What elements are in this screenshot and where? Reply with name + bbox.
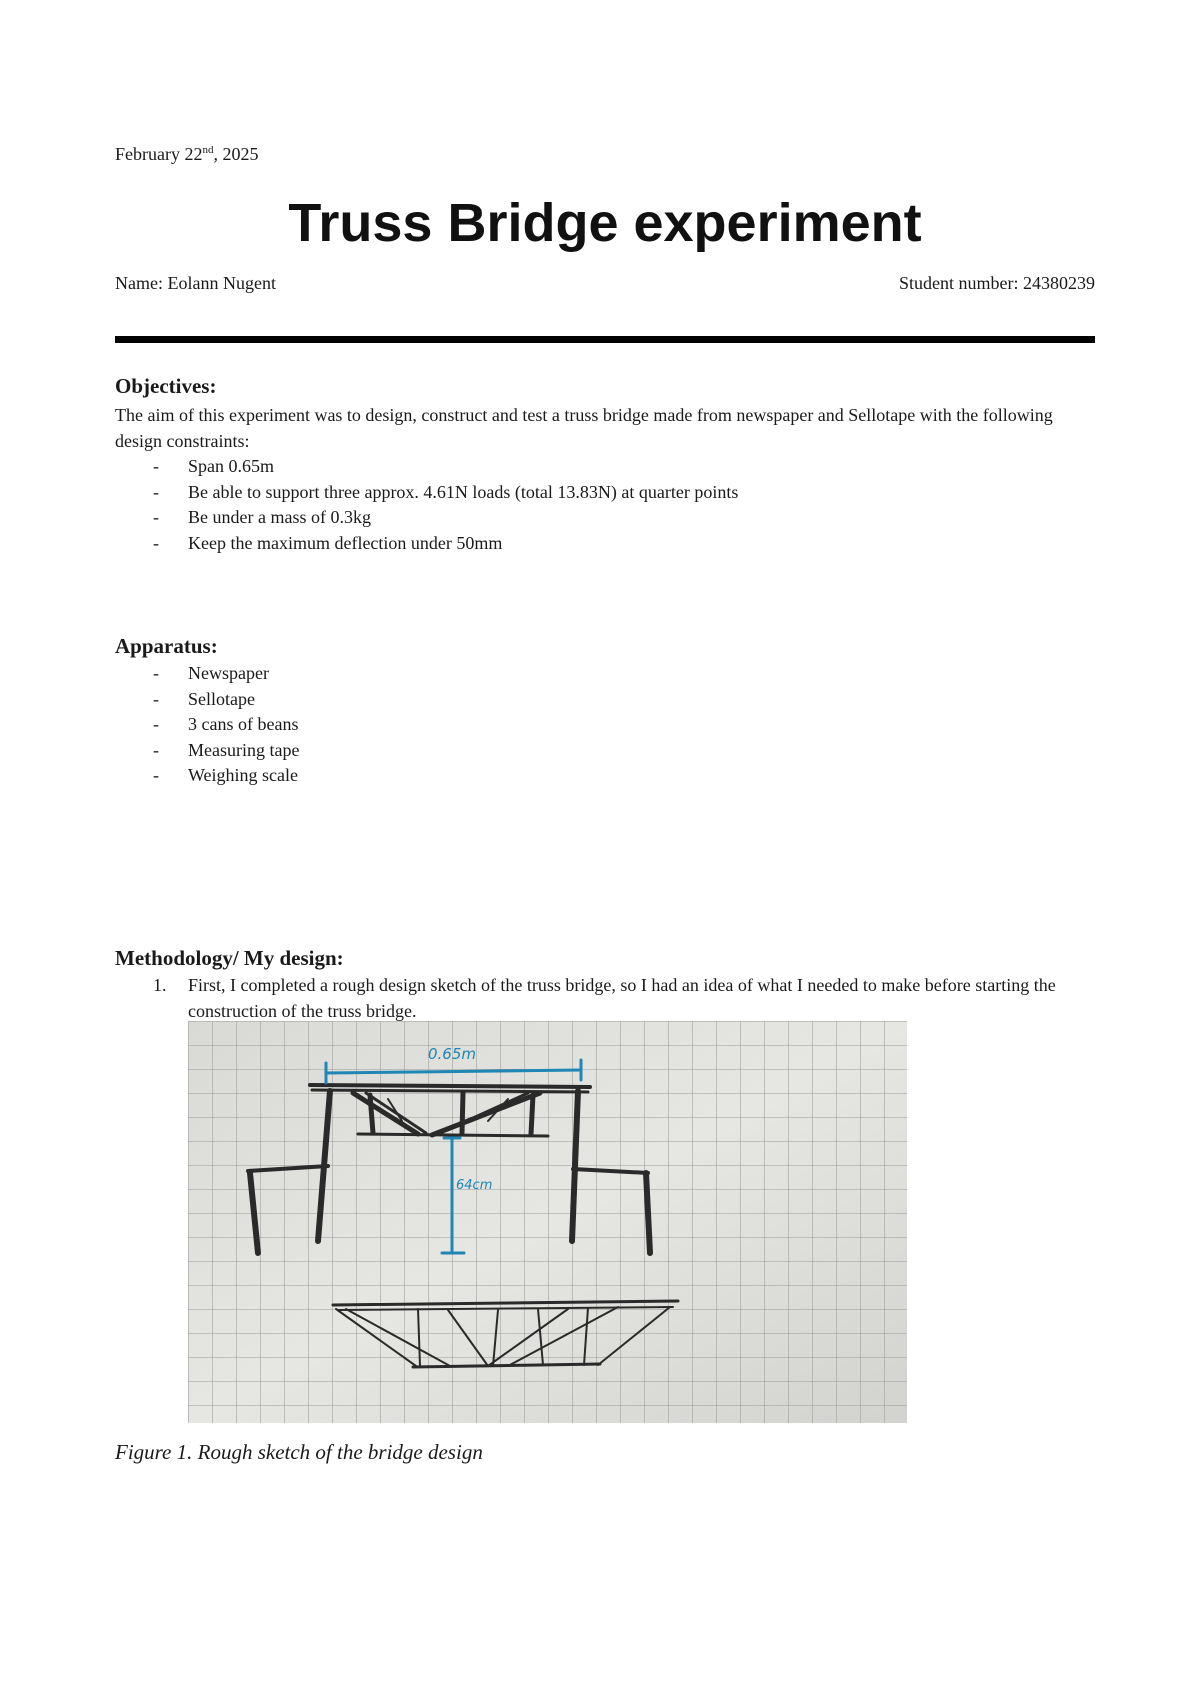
date [115, 144, 258, 165]
list-item-text: Sellotape [188, 688, 255, 709]
list-item [115, 454, 738, 480]
list-item [115, 712, 299, 738]
list-item [115, 738, 299, 764]
list-item-text: Measuring tape [188, 739, 300, 760]
list-item-text: Span 0.65m [188, 456, 275, 476]
list-item [115, 505, 738, 531]
bullet-dash: - [153, 739, 159, 760]
height-dimension-label: 64cm [456, 1178, 493, 1193]
bullet-dash: - [153, 507, 159, 527]
student-name: Name: Eolann Nugent [115, 273, 276, 293]
apparatus-heading: Apparatus: [115, 634, 218, 658]
list-item-text: Be able to support three approx. 4.61N loads (total 13.83N) at quarter points [188, 481, 739, 502]
header-divider [115, 336, 1095, 343]
list-item [115, 531, 738, 557]
list-item-text: Newspaper [188, 663, 269, 683]
bullet-dash: - [153, 714, 159, 734]
list-item-text: Be under a mass of 0.3kg [188, 507, 371, 527]
figure-caption: Figure 1. Rough sketch of the bridge design [115, 1440, 483, 1464]
methodology-heading: Methodology/ My design: [115, 946, 344, 970]
list-item-text: Weighing scale [188, 765, 299, 785]
date-main: February 22 [115, 144, 203, 164]
objectives-list [115, 454, 738, 556]
apparatus-list [115, 661, 299, 789]
student-number: Student number: 24380239 [899, 273, 1095, 293]
objectives-heading: Objectives: [115, 374, 217, 398]
date-year: , 2025 [213, 144, 259, 164]
bullet-dash: - [153, 765, 159, 785]
list-item [115, 973, 1075, 1024]
bridge-sketch-photo [188, 1021, 907, 1423]
methodology-steps [115, 973, 1075, 1024]
list-item [115, 763, 299, 789]
date-ordinal: nd [202, 144, 214, 156]
span-dimension-label: 0.65m [428, 1045, 477, 1063]
list-item-text: 3 cans of beans [188, 714, 299, 734]
list-item [115, 661, 299, 687]
list-item-text: Keep the maximum deflection under 50mm [188, 532, 503, 553]
list-item [115, 480, 738, 506]
bullet-dash: - [153, 456, 159, 476]
document-title: Truss Bridge experiment [288, 193, 922, 253]
objectives-intro: The aim of this experiment was to design, construct and test a truss bridge made from newspaper and Sellotape with the following design constraints: [115, 405, 1053, 451]
list-item [115, 687, 299, 713]
bullet-dash: - [153, 532, 159, 553]
bullet-dash: - [153, 663, 159, 683]
step-text: First, I completed a rough design sketch of the truss bridge, so I had an idea of what I needed to make before starting the construction of the truss bridge. [188, 975, 1056, 1021]
step-number: 1. [153, 975, 167, 995]
bullet-dash: - [153, 688, 159, 709]
bullet-dash: - [153, 481, 159, 502]
